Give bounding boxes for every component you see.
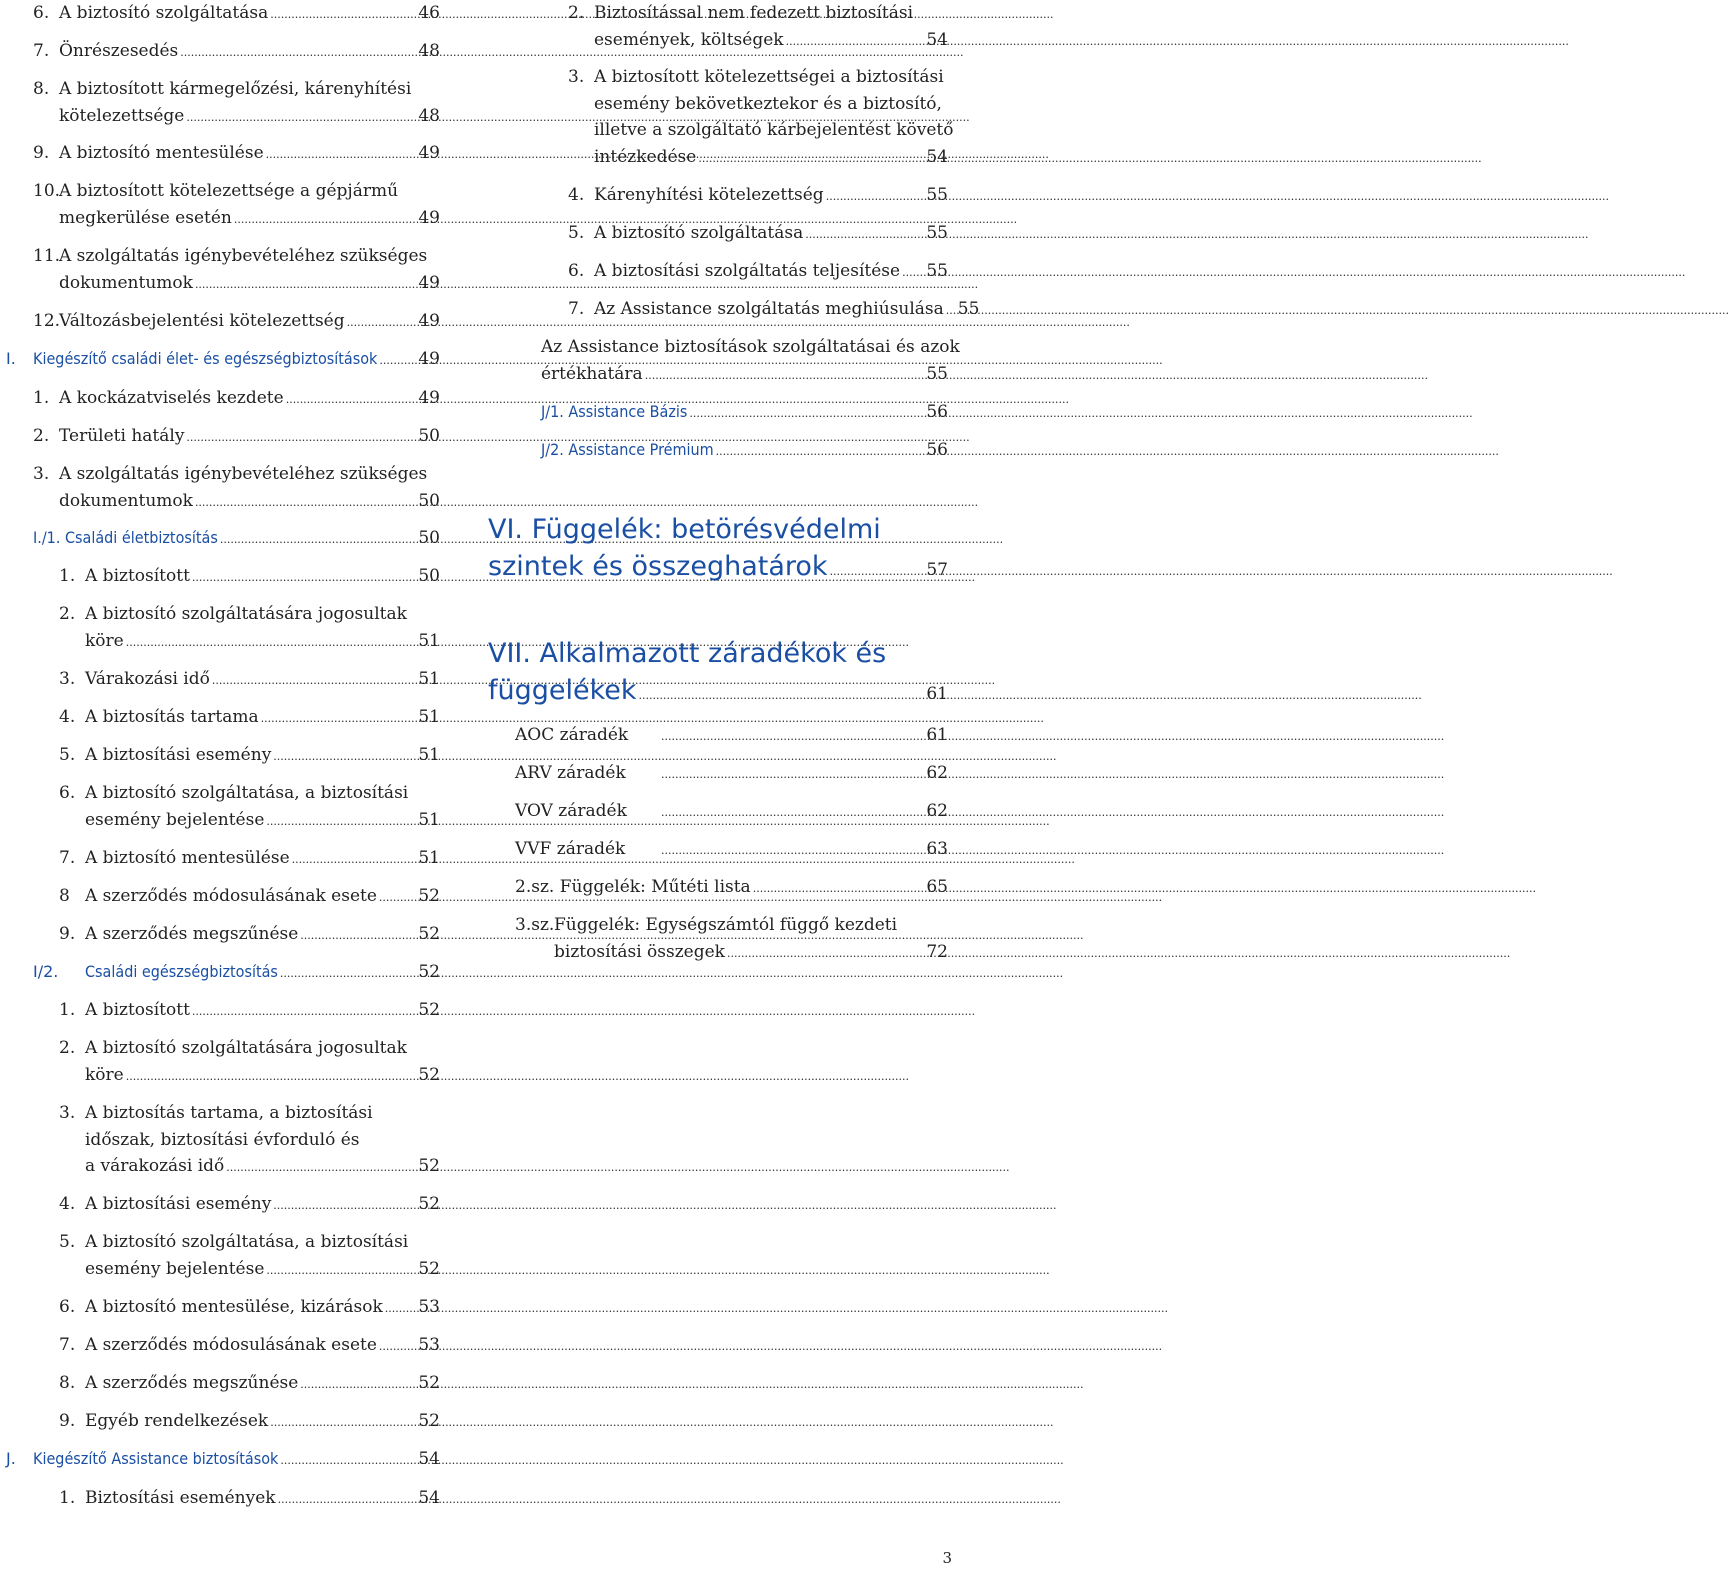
toc-entry-biztositasi-esemenyek[interactable] bbox=[0, 1485, 440, 1514]
toc-entry-a-biztosito-szolgaltatasa-a-biztositasi[interactable] bbox=[0, 1229, 440, 1284]
toc-entry-a-biztosito-mentesulese-kizarasok[interactable] bbox=[0, 1294, 440, 1323]
toc-entry-a-biztositas-tartama-a-biztositasi[interactable] bbox=[0, 1100, 440, 1182]
toc-entry-a-biztosito-mentesulese[interactable] bbox=[0, 140, 440, 169]
toc-entry-title-line: Önrészesedés bbox=[59, 41, 179, 61]
toc-entry-az-assistance-szolgaltatas-meghiusulasa[interactable] bbox=[488, 296, 980, 325]
toc-entry-title-line: dokumentumok bbox=[59, 490, 193, 511]
toc-entry-number: 1. bbox=[59, 1488, 76, 1508]
toc-entry-number: 4. bbox=[59, 707, 76, 727]
toc-entry-title-line: Az Assistance biztosítások szolgáltatásai és azok bbox=[541, 337, 960, 357]
toc-entry-number: 1. bbox=[59, 1000, 76, 1020]
toc-entry-title-line: Az Assistance szolgáltatás meghiúsulása bbox=[594, 299, 944, 319]
toc-entry-a-szerzodes-modosulasanak-esete[interactable] bbox=[0, 1332, 440, 1361]
toc-entry-number: 8. bbox=[33, 79, 50, 99]
toc-entry-a-biztosito-szolgaltatasa[interactable] bbox=[0, 0, 440, 29]
toc-entry-number: 7. bbox=[59, 848, 76, 868]
toc-entry-title-line: A biztosító mentesülése bbox=[59, 143, 264, 163]
toc-page-number: 52 bbox=[418, 1000, 440, 1020]
toc-entry-a-biztositott[interactable] bbox=[0, 563, 440, 592]
toc-entry-a-biztosito-szolgaltatasa[interactable] bbox=[488, 220, 948, 249]
toc-entry-title-line: Kiegészítő Assistance biztosítások bbox=[33, 1449, 279, 1468]
toc-entry-number: I/2. bbox=[33, 962, 59, 981]
toc-entry-number: 9. bbox=[59, 1411, 76, 1431]
toc-entry-number: 3.sz. bbox=[515, 915, 555, 935]
dot-leader bbox=[226, 1153, 416, 1182]
toc-entry-onreszesedes[interactable] bbox=[0, 38, 440, 67]
toc-entry-title-line: Biztosítási események bbox=[85, 1488, 276, 1508]
dot-leader bbox=[270, 0, 416, 29]
toc-entry-title-line: A biztosító mentesülése bbox=[85, 848, 290, 868]
toc-page-number: 61 bbox=[926, 684, 948, 704]
toc-entry-title-line: értékhatára bbox=[541, 363, 643, 384]
toc-page-number: 61 bbox=[926, 725, 948, 745]
toc-entry-karenyhitesi-kotelezettseg[interactable] bbox=[488, 182, 948, 211]
toc-entry-number: 7. bbox=[33, 41, 50, 61]
dot-leader bbox=[270, 1408, 416, 1437]
toc-entry-number: 2. bbox=[33, 426, 50, 446]
toc-page-number: 49 bbox=[418, 207, 440, 228]
toc-entry-number: 8. bbox=[59, 1373, 76, 1393]
toc-entry-title-line: esemény bekövetkeztekor és a biztosító, bbox=[594, 93, 942, 114]
toc-entry-title-line: VI. Függelék: betörésvédelmi bbox=[488, 514, 881, 545]
toc-page-number: 55 bbox=[926, 223, 948, 243]
toc-page-number: 55 bbox=[926, 363, 948, 384]
toc-entry-a-biztositasi-esemeny[interactable] bbox=[0, 1191, 440, 1220]
toc-entry-aoc-zaradek[interactable] bbox=[488, 722, 948, 751]
toc-entry-number: I. bbox=[6, 349, 16, 368]
toc-entry-a-szerzodes-megszunese[interactable] bbox=[0, 921, 440, 950]
toc-entry-j-2-assistance-premium[interactable] bbox=[488, 437, 948, 466]
toc-entry-i-1-csaladi-eletbiztositas[interactable] bbox=[0, 525, 440, 554]
toc-entry-title-line: A biztosított kármegelőzési, kárenyhítési bbox=[59, 79, 412, 99]
toc-entry-title-line: A biztosítási szolgáltatás teljesítése bbox=[594, 261, 901, 281]
toc-entry-title-line: A biztosított kötelezettségei a biztosítási bbox=[594, 67, 944, 87]
toc-entry-title-line: A szolgáltatás igénybevételéhez szükséges bbox=[59, 464, 428, 484]
toc-entry-az-assistance-biztositasok-szolgaltatasa[interactable] bbox=[488, 334, 960, 389]
toc-entry-varakozasi-ido[interactable] bbox=[0, 666, 440, 695]
toc-page-number: 46 bbox=[418, 3, 440, 23]
toc-entry-a-biztositott-karmegelozesi-karenyhitesi[interactable] bbox=[0, 76, 440, 131]
toc-page-number: 50 bbox=[418, 490, 440, 511]
toc-entry-number: 2. bbox=[59, 604, 76, 624]
dot-leader bbox=[273, 1191, 416, 1220]
toc-entry-a-szolgaltatas-igenybevetelehez-szuksege[interactable] bbox=[0, 243, 440, 298]
dot-leader bbox=[195, 270, 416, 299]
toc-page-number: 49 bbox=[418, 143, 440, 163]
toc-entry-title-line: Területi hatály bbox=[59, 426, 185, 446]
toc-entry-number: 1. bbox=[59, 566, 76, 586]
toc-entry-title-line: A biztosított kötelezettsége a gépjármű bbox=[59, 181, 399, 201]
toc-page-number: 49 bbox=[418, 349, 440, 369]
toc-page-number: 50 bbox=[418, 426, 440, 446]
toc-entry-number: 5. bbox=[59, 745, 76, 765]
toc-entry-egyeb-rendelkezesek[interactable] bbox=[0, 1408, 440, 1437]
toc-entry-a-szerzodes-modosulasanak-esete[interactable] bbox=[0, 883, 440, 912]
toc-entry-title-line: Függelék: Egységszámtól függő kezdeti bbox=[554, 915, 898, 935]
toc-entry-teruleti-hataly[interactable] bbox=[0, 423, 440, 452]
dot-leader bbox=[292, 845, 417, 874]
toc-page-number: 62 bbox=[926, 763, 948, 783]
toc-page-number: 56 bbox=[926, 440, 948, 460]
dot-leader bbox=[186, 423, 416, 452]
toc-entry-title-line: A szerződés megszűnése bbox=[85, 924, 299, 944]
toc-entry-title-line: A biztosítás tartama bbox=[85, 707, 259, 727]
toc-entry-title-line: intézkedése bbox=[594, 146, 697, 167]
toc-entry-title-line: Várakozási idő bbox=[85, 669, 210, 689]
toc-entry-title-line: biztosítási összegek bbox=[554, 941, 725, 962]
toc-entry-number: 2. bbox=[59, 1038, 76, 1058]
toc-page-number: 55 bbox=[926, 185, 948, 205]
dot-leader bbox=[385, 1294, 417, 1323]
toc-page-number: 50 bbox=[418, 566, 440, 586]
toc-entry-csaladi-egeszsegbiztositas[interactable] bbox=[0, 959, 440, 988]
toc-page-number: 49 bbox=[418, 388, 440, 408]
toc-entry-a-biztosito-szolgaltatasa-a-biztositasi[interactable] bbox=[0, 780, 440, 835]
toc-entry-vvf-zaradek[interactable] bbox=[488, 836, 948, 865]
toc-entry-title-line: a várakozási idő bbox=[85, 1156, 225, 1176]
dot-leader bbox=[266, 140, 417, 169]
dot-leader bbox=[698, 144, 924, 173]
dot-leader bbox=[192, 563, 416, 592]
toc-page-number: 53 bbox=[418, 1297, 440, 1317]
toc-page-number: 57 bbox=[926, 560, 948, 580]
toc-entry-number: 3. bbox=[33, 464, 50, 484]
toc-entry-title-line: függelékek bbox=[488, 675, 637, 706]
dot-leader bbox=[192, 997, 416, 1026]
toc-entry-number: 4. bbox=[59, 1194, 76, 1214]
toc-entry-title-line: Kiegészítő családi élet- és egészségbiztosítások bbox=[33, 349, 378, 368]
toc-entry-number: 2. bbox=[568, 3, 585, 23]
toc-entry-a-szolgaltatas-igenybevetelehez-szuksege[interactable] bbox=[0, 461, 440, 516]
toc-page-number: 51 bbox=[418, 669, 440, 689]
toc-entry-a-biztositasi-szolgaltatas-teljesitese[interactable] bbox=[488, 258, 948, 287]
toc-entry-title-line: A szerződés megszűnése bbox=[85, 1373, 299, 1393]
dot-leader bbox=[126, 628, 417, 657]
toc-entry-title-line: A biztosító mentesülése, kizárások bbox=[85, 1297, 383, 1317]
toc-entry-a-biztositott-kotelezettsegei-a-biztosit[interactable] bbox=[488, 64, 954, 172]
toc-page-number: 49 bbox=[418, 311, 440, 331]
dot-leader bbox=[379, 883, 416, 912]
dot-leader bbox=[689, 399, 924, 428]
toc-entry-a-biztosito-szolgaltatasara-jogosultak[interactable] bbox=[0, 601, 440, 656]
page-number: 3 bbox=[942, 1549, 952, 1567]
toc-entry-number: 3. bbox=[568, 67, 585, 87]
toc-page-number: 51 bbox=[418, 707, 440, 727]
dot-leader bbox=[786, 27, 925, 56]
toc-entry-number: 3. bbox=[59, 1103, 76, 1123]
toc-entry-title-line: A biztosított bbox=[85, 566, 190, 586]
toc-entry-number: 7. bbox=[59, 1335, 76, 1355]
toc-entry-title-line: Kárenyhítési kötelezettség bbox=[594, 185, 824, 205]
dot-leader bbox=[212, 666, 416, 695]
toc-entry-title-line: I./1. Családi életbiztosítás bbox=[33, 528, 218, 547]
toc-entry-title-line: A biztosító szolgáltatása, a biztosítási bbox=[85, 783, 409, 803]
dot-leader bbox=[661, 798, 924, 827]
toc-entry-number: 5. bbox=[568, 223, 585, 243]
dot-leader bbox=[379, 1332, 416, 1361]
toc-entry-number: 5. bbox=[59, 1232, 76, 1252]
toc-entry-title-line: A biztosító szolgáltatása, a biztosítási bbox=[85, 1232, 409, 1252]
toc-entry-kiegeszito-csaladi-elet-es-egeszsegbizto[interactable] bbox=[0, 346, 440, 375]
toc-entry-vii-alkalmazott-zaradekok-es[interactable] bbox=[488, 635, 948, 714]
toc-page-number: 52 bbox=[418, 924, 440, 944]
toc-entry-title-line: megkerülése esetén bbox=[59, 207, 232, 228]
toc-entry-number: 10. bbox=[33, 181, 61, 201]
toc-entry-title-line: A biztosító szolgáltatása bbox=[59, 3, 269, 23]
toc-page-number: 54 bbox=[926, 146, 948, 167]
toc-entry-number: 1. bbox=[33, 388, 50, 408]
toc-entry-2-sz-fuggelek-muteti-lista[interactable] bbox=[488, 874, 948, 903]
dot-leader bbox=[266, 807, 416, 836]
toc-entry-title-line: A biztosítási esemény bbox=[85, 745, 272, 765]
dot-leader bbox=[280, 1446, 416, 1475]
dot-leader bbox=[639, 676, 925, 714]
dot-leader bbox=[186, 103, 416, 132]
toc-entry-title-line: Biztosítással nem fedezett biztosítási bbox=[594, 3, 914, 23]
toc-page-number: 51 bbox=[418, 848, 440, 868]
toc-entry-number: 9. bbox=[33, 143, 50, 163]
dot-leader bbox=[805, 220, 924, 249]
toc-entry-title-line: dokumentumok bbox=[59, 272, 193, 293]
toc-page-number: 56 bbox=[926, 402, 948, 422]
toc-entry-title-line: Családi egészségbiztosítás bbox=[85, 962, 278, 981]
dot-leader bbox=[261, 704, 417, 733]
toc-entry-title-line: időszak, biztosítási évforduló és bbox=[85, 1129, 360, 1150]
toc-entry-title-line: A biztosított bbox=[85, 1000, 190, 1020]
toc-page-number: 65 bbox=[926, 877, 948, 897]
toc-page-number: 52 bbox=[418, 1064, 440, 1085]
dot-leader bbox=[266, 1256, 416, 1285]
dot-leader bbox=[753, 874, 925, 903]
dot-leader bbox=[716, 437, 925, 466]
toc-page-number: 54 bbox=[418, 1449, 440, 1469]
dot-leader bbox=[300, 1370, 416, 1399]
toc-entry-valtozasbejelentesi-kotelezettseg[interactable] bbox=[0, 308, 440, 337]
toc-page-number: 72 bbox=[926, 941, 948, 962]
toc-entry-kiegeszito-assistance-biztositasok[interactable] bbox=[0, 1446, 440, 1475]
toc-entry-number: 9. bbox=[59, 924, 76, 944]
toc-entry-title-line: VVF záradék bbox=[515, 839, 626, 859]
toc-page-number: 49 bbox=[418, 272, 440, 293]
toc-entry-title-line: esemény bejelentése bbox=[85, 1258, 265, 1279]
toc-page-number: 52 bbox=[418, 1411, 440, 1431]
dot-leader bbox=[902, 258, 924, 287]
toc-entry-title-line: A biztosító szolgáltatására jogosultak bbox=[85, 1038, 407, 1058]
dot-leader bbox=[180, 38, 416, 67]
toc-entry-number: J. bbox=[6, 1449, 16, 1468]
toc-entry-title-line: AOC záradék bbox=[515, 725, 629, 745]
toc-entry-vov-zaradek[interactable] bbox=[488, 798, 948, 827]
toc-page-number: 48 bbox=[418, 105, 440, 126]
toc-entry-title-line: VII. Alkalmazott záradékok és bbox=[488, 638, 887, 669]
toc-entry-title-line: köre bbox=[85, 630, 124, 651]
toc-entry-number: 6. bbox=[33, 3, 50, 23]
toc-page-number: 52 bbox=[418, 1258, 440, 1279]
dot-leader bbox=[661, 760, 924, 789]
toc-page-number: 55 bbox=[957, 299, 980, 319]
dot-leader bbox=[727, 939, 924, 968]
dot-leader bbox=[661, 722, 924, 751]
toc-entry-vi-fuggelek-betoresvedelmi[interactable] bbox=[488, 511, 948, 590]
toc-entry-title-line: kötelezettsége bbox=[59, 105, 185, 126]
toc-entry-title-line: köre bbox=[85, 1064, 124, 1085]
toc-entry-a-biztosito-szolgaltatasara-jogosultak[interactable] bbox=[0, 1035, 440, 1090]
toc-entry-number: 6. bbox=[568, 261, 585, 281]
toc-entry-a-biztositasi-esemeny[interactable] bbox=[0, 742, 440, 771]
toc-entry-number: 4. bbox=[568, 185, 585, 205]
toc-page-number: 50 bbox=[418, 528, 440, 548]
toc-entry-title-line: A szolgáltatás igénybevételéhez szükséges bbox=[59, 246, 428, 266]
toc-page-number: 51 bbox=[418, 809, 440, 830]
toc-entry-a-biztosito-mentesulese[interactable] bbox=[0, 845, 440, 874]
toc-entry-number: 6. bbox=[59, 783, 76, 803]
dot-leader bbox=[830, 552, 925, 590]
dot-leader bbox=[826, 182, 925, 211]
dot-leader bbox=[273, 742, 416, 771]
toc-entry-title-line: A kockázatviselés kezdete bbox=[59, 388, 284, 408]
toc-entry-a-biztositott-kotelezettsege-a-gepjarmu[interactable] bbox=[0, 178, 440, 233]
dot-leader bbox=[661, 836, 924, 865]
dot-leader bbox=[278, 1485, 417, 1514]
dot-leader bbox=[946, 296, 956, 325]
toc-entry-title-line: események, költségek bbox=[594, 29, 784, 50]
dot-leader bbox=[300, 921, 416, 950]
toc-entry-title-line: VOV záradék bbox=[515, 801, 627, 821]
toc-page-number: 52 bbox=[418, 886, 440, 906]
dot-leader bbox=[280, 959, 416, 988]
toc-entry-title-line: illetve a szolgáltató kárbejelentést követő bbox=[594, 120, 954, 140]
toc-entry-title-line: A biztosítási esemény bbox=[85, 1194, 272, 1214]
toc-entry-a-kockazatviseles-kezdete[interactable] bbox=[0, 385, 440, 414]
toc-page-number: 52 bbox=[418, 1373, 440, 1393]
toc-entry-number: 11. bbox=[33, 246, 61, 266]
dot-leader bbox=[195, 488, 416, 517]
toc-page-number: 52 bbox=[418, 1194, 440, 1214]
toc-entry-number: 6. bbox=[59, 1297, 76, 1317]
toc-page-number: 62 bbox=[926, 801, 948, 821]
toc-entry-title-line: A szerződés módosulásának esete bbox=[85, 886, 377, 906]
dot-leader bbox=[234, 205, 416, 234]
toc-entry-number: 8 bbox=[59, 886, 70, 906]
toc-page-number: 51 bbox=[418, 630, 440, 651]
toc-page-number: 53 bbox=[418, 1335, 440, 1355]
toc-entry-title-line: ARV záradék bbox=[515, 763, 626, 783]
toc-entry-number: 7. bbox=[568, 299, 585, 319]
toc-page-number: 52 bbox=[418, 1156, 440, 1176]
toc-entry-title-line: szintek és összeghatárok bbox=[488, 551, 828, 582]
dot-leader bbox=[347, 308, 417, 337]
toc-page-number: 51 bbox=[418, 745, 440, 765]
toc-page-number: 54 bbox=[418, 1488, 440, 1508]
toc-entry-title-line: J/1. Assistance Bázis bbox=[541, 402, 688, 421]
toc-page-number: 54 bbox=[926, 29, 948, 50]
toc-page-number: 63 bbox=[926, 839, 948, 859]
toc-entry-a-biztositas-tartama[interactable] bbox=[0, 704, 440, 733]
toc-entry-fuggelek-egysegszamtol-fuggo-kezdeti[interactable] bbox=[488, 912, 948, 967]
toc-entry-title-line: A biztosítás tartama, a biztosítási bbox=[85, 1103, 373, 1123]
dot-leader bbox=[645, 361, 925, 390]
toc-entry-number: 3. bbox=[59, 669, 76, 689]
dot-leader bbox=[286, 385, 417, 414]
toc-entry-a-szerzodes-megszunese[interactable] bbox=[0, 1370, 440, 1399]
toc-page-number: 48 bbox=[418, 41, 440, 61]
toc-page-number: 55 bbox=[926, 261, 948, 281]
toc-entry-title-line: 2.sz. Függelék: Műtéti lista bbox=[515, 877, 751, 897]
toc-entry-a-biztositott[interactable] bbox=[0, 997, 440, 1026]
toc-entry-title-line: J/2. Assistance Prémium bbox=[541, 440, 714, 459]
dot-leader bbox=[126, 1062, 417, 1091]
dot-leader bbox=[379, 346, 416, 375]
toc-entry-title-line: Változásbejelentési kötelezettség bbox=[59, 311, 345, 331]
toc-page-number: 52 bbox=[418, 962, 440, 982]
dot-leader bbox=[220, 525, 417, 554]
toc-entry-title-line: A biztosító szolgáltatása bbox=[594, 223, 804, 243]
toc-entry-j-1-assistance-bazis[interactable] bbox=[488, 399, 948, 428]
toc-entry-title-line: esemény bejelentése bbox=[85, 809, 265, 830]
toc-entry-title-line: Egyéb rendelkezések bbox=[85, 1411, 269, 1431]
toc-entry-number: 12. bbox=[33, 311, 61, 331]
toc-entry-title-line: A biztosító szolgáltatására jogosultak bbox=[85, 604, 407, 624]
toc-entry-biztositassal-nem-fedezett-biztositasi[interactable] bbox=[488, 0, 948, 55]
toc-entry-title-line: A szerződés módosulásának esete bbox=[85, 1335, 377, 1355]
toc-entry-arv-zaradek[interactable] bbox=[488, 760, 948, 789]
